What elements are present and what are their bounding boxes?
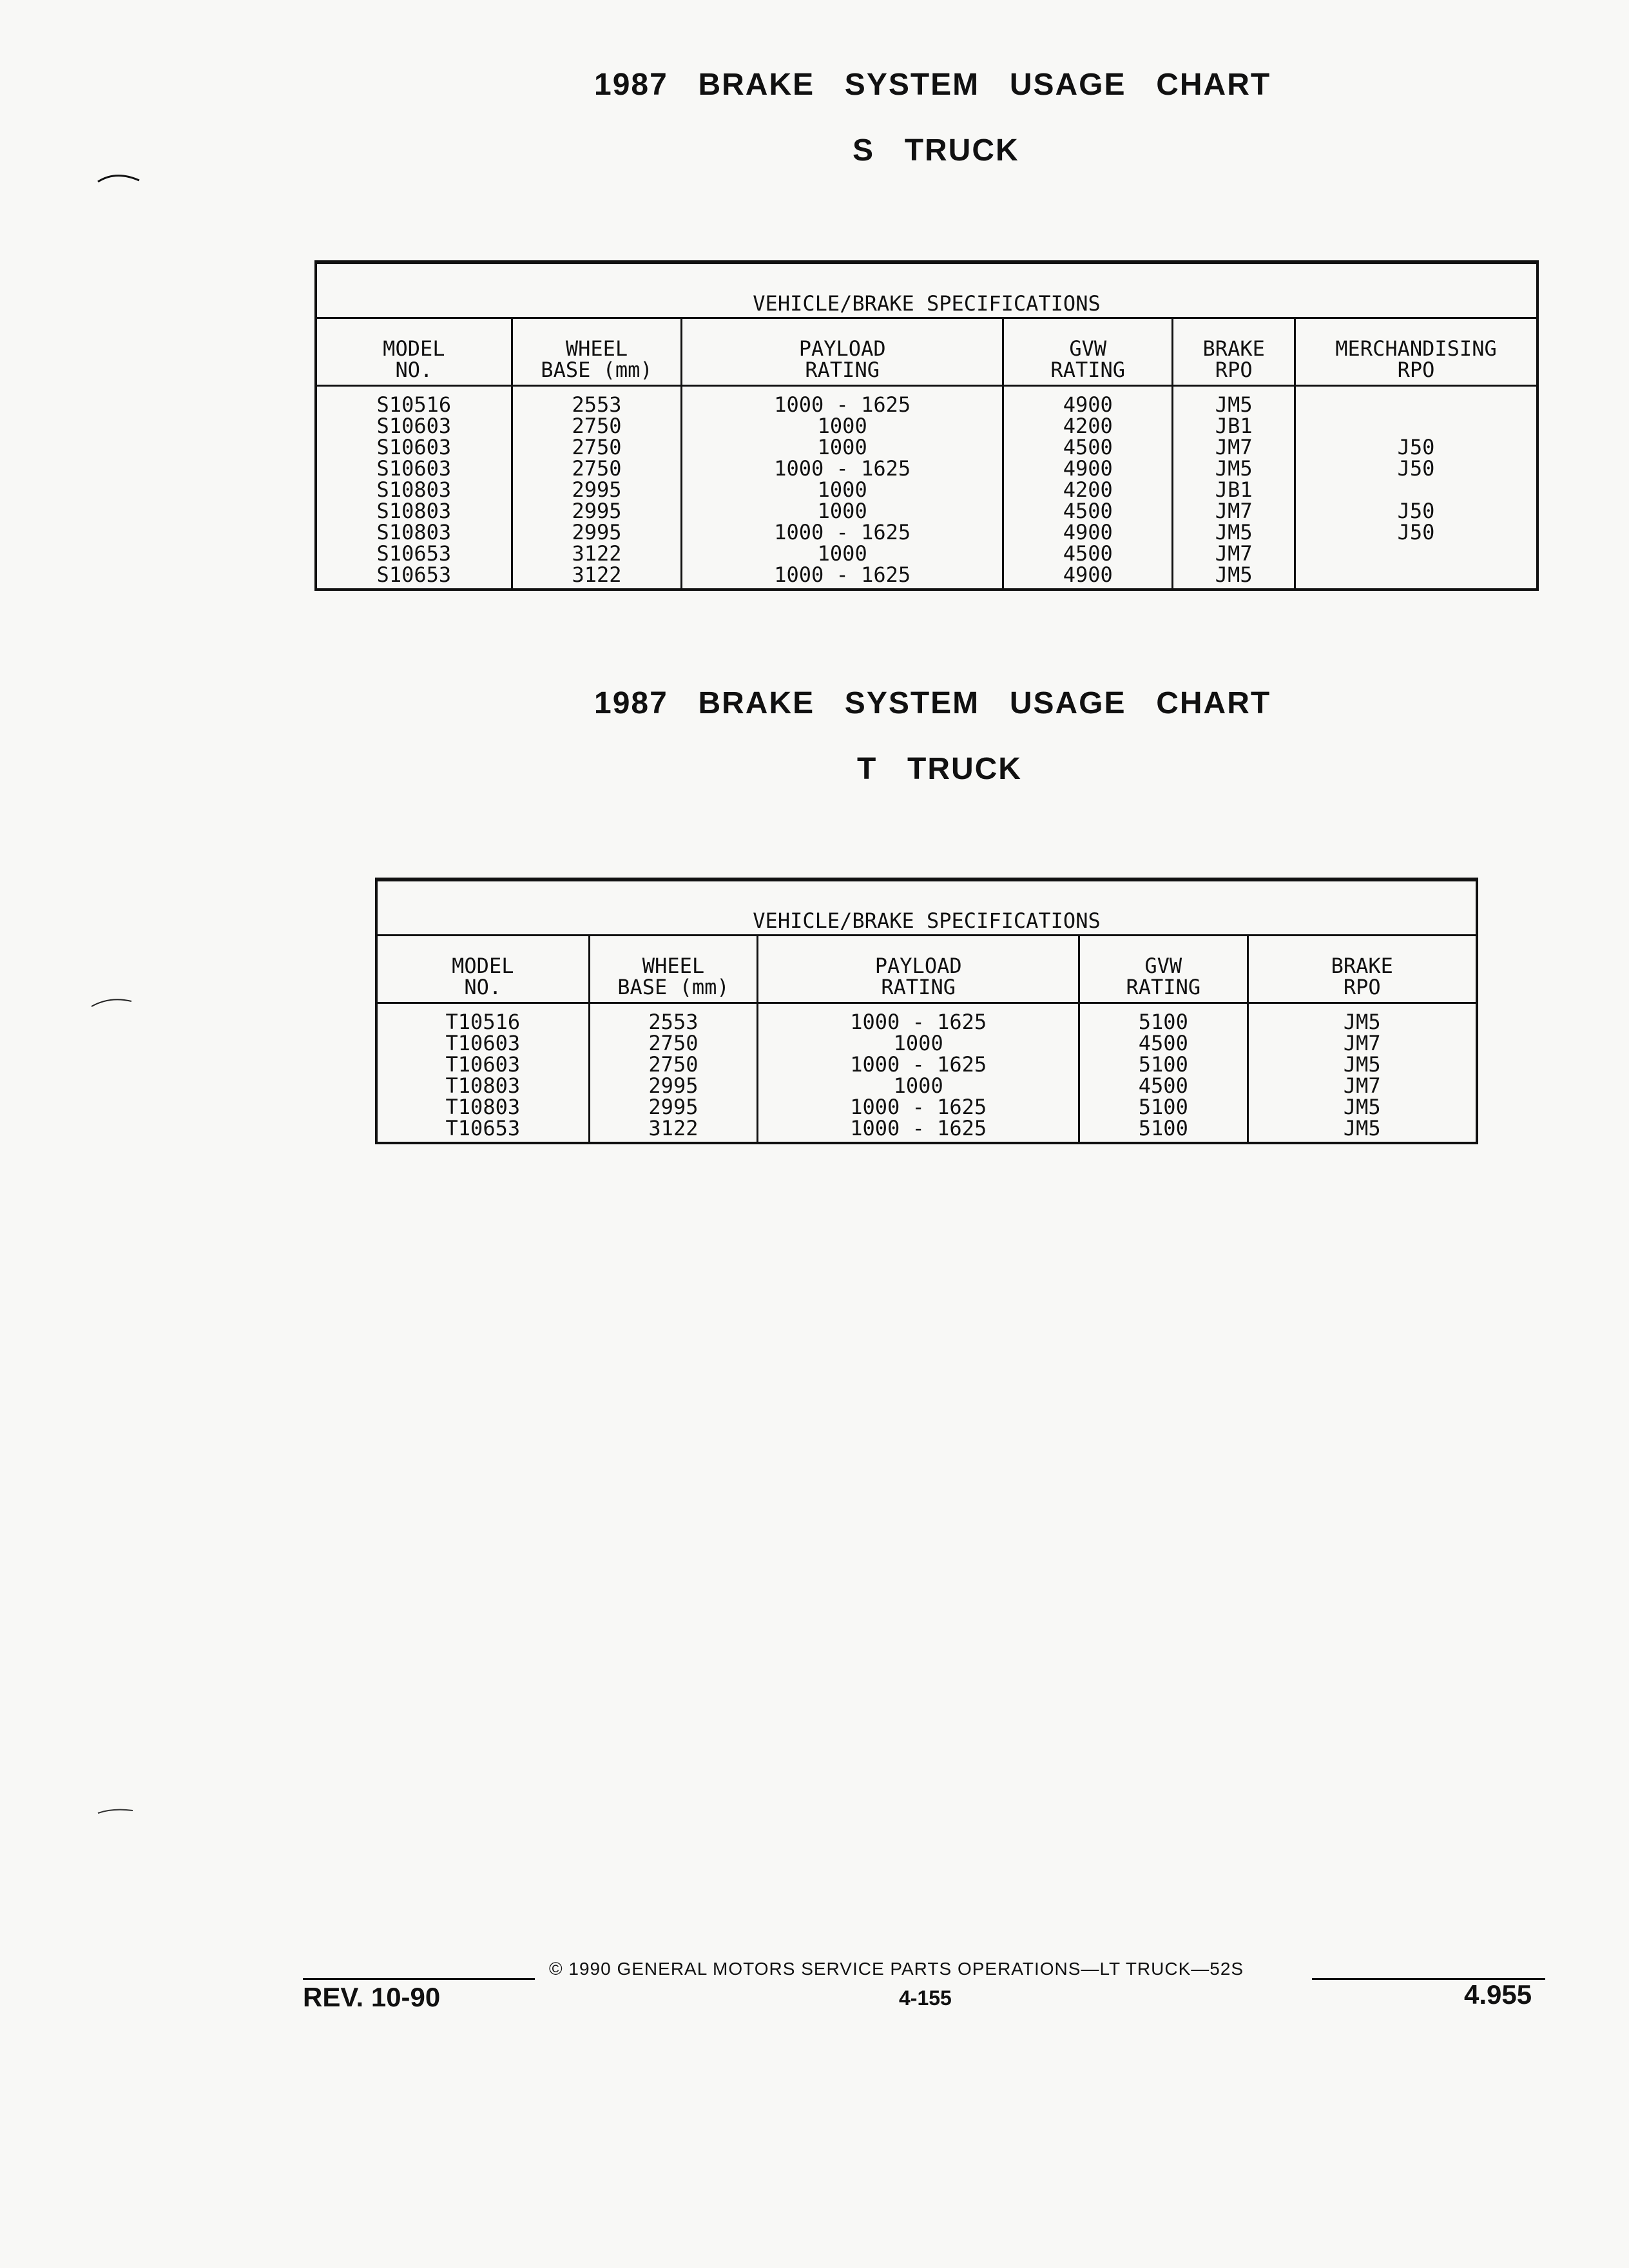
table-cell — [1296, 479, 1536, 501]
table-cell: JM5 — [1343, 1010, 1381, 1034]
t-table-body — [376, 1003, 1477, 1144]
table-cell: J50 — [1397, 499, 1435, 523]
s-table-header-row — [316, 318, 1537, 386]
table-cell: 2995 — [572, 477, 622, 502]
s-table-body — [316, 386, 1537, 590]
table-cell — [1296, 394, 1536, 416]
table-cell: S10603 — [376, 414, 452, 438]
table-cell: 2750 — [648, 1052, 699, 1077]
t-header-wheelbase: WHEEL BASE (mm) — [589, 936, 758, 1003]
s-header-model: MODEL NO. — [316, 318, 512, 386]
s-col-model — [316, 386, 512, 590]
table-cell: 1000 - 1625 — [774, 520, 911, 544]
t-header-gvw: GVW RATING — [1079, 936, 1248, 1003]
table-cell: J50 — [1397, 456, 1435, 481]
t-col-wheelbase — [589, 1003, 758, 1144]
table-cell: 1000 — [893, 1031, 943, 1055]
table-cell: JM5 — [1215, 520, 1253, 544]
s-header-payload: PAYLOAD RATING — [682, 318, 1003, 386]
table-cell: 5100 — [1138, 1095, 1188, 1119]
table-cell: J50 — [1397, 435, 1435, 459]
table-cell: 4500 — [1063, 435, 1113, 459]
table-cell: 4500 — [1138, 1031, 1188, 1055]
table-cell: 5100 — [1138, 1116, 1188, 1140]
table-cell: 4900 — [1063, 392, 1113, 417]
table-cell: S10653 — [376, 541, 452, 566]
s-col-payload — [682, 386, 1003, 590]
table-cell: JM5 — [1343, 1095, 1381, 1119]
table-cell — [1296, 416, 1536, 437]
table-cell: S10603 — [376, 456, 452, 481]
t-chart-subtitle: T TRUCK — [857, 752, 1022, 786]
t-col-model — [376, 1003, 589, 1144]
table-cell: 2553 — [648, 1010, 699, 1034]
table-cell: 2750 — [572, 456, 622, 481]
table-cell: 2995 — [648, 1073, 699, 1098]
table-cell: T10653 — [445, 1116, 521, 1140]
table-cell: 1000 — [893, 1073, 943, 1098]
s-col-merchandising-rpo — [1295, 386, 1538, 590]
table-cell: 3122 — [572, 562, 622, 587]
table-cell: 1000 — [817, 435, 867, 459]
table-cell: 1000 - 1625 — [774, 456, 911, 481]
s-chart-subtitle: S TRUCK — [853, 133, 1019, 168]
t-truck-spec-table — [375, 878, 1478, 1144]
t-col-brake-rpo — [1248, 1003, 1477, 1144]
table-cell: JM7 — [1215, 435, 1253, 459]
table-cell: 4500 — [1063, 499, 1113, 523]
s-table-caption: VEHICLE/BRAKE SPECIFICATIONS — [316, 262, 1537, 318]
s-header-brake-rpo: BRAKE RPO — [1173, 318, 1295, 386]
table-cell: JM5 — [1343, 1052, 1381, 1077]
s-col-gvw — [1003, 386, 1173, 590]
t-table-caption: VEHICLE/BRAKE SPECIFICATIONS — [376, 879, 1477, 936]
t-col-payload — [758, 1003, 1079, 1144]
t-header-model: MODEL NO. — [376, 936, 589, 1003]
table-cell: JM7 — [1215, 499, 1253, 523]
s-header-gvw: GVW RATING — [1003, 318, 1173, 386]
table-cell: 1000 - 1625 — [774, 392, 911, 417]
table-cell: S10603 — [376, 435, 452, 459]
table-cell: S10803 — [376, 499, 452, 523]
table-cell: 4500 — [1063, 541, 1113, 566]
table-cell: 1000 - 1625 — [850, 1116, 987, 1140]
footer-revision: REV. 10-90 — [303, 1982, 441, 2012]
table-cell: 4200 — [1063, 477, 1113, 502]
footer-section-number: 4.955 — [1464, 1979, 1532, 2010]
table-cell: 4900 — [1063, 520, 1113, 544]
table-cell: 4500 — [1138, 1073, 1188, 1098]
table-cell: 2750 — [572, 414, 622, 438]
table-cell: 1000 - 1625 — [850, 1010, 987, 1034]
table-cell: 3122 — [572, 541, 622, 566]
table-cell: S10803 — [376, 520, 452, 544]
table-cell: JM5 — [1215, 562, 1253, 587]
table-cell: JB1 — [1215, 414, 1253, 438]
table-cell: T10516 — [445, 1010, 521, 1034]
table-cell: JM7 — [1215, 541, 1253, 566]
footer-page-ref: 4-155 — [899, 1986, 952, 2010]
table-cell: JM5 — [1215, 456, 1253, 481]
s-truck-spec-table — [314, 260, 1539, 591]
footer-rule-left — [303, 1978, 535, 1980]
table-cell: 3122 — [648, 1116, 699, 1140]
t-chart-title: 1987 BRAKE SYSTEM USAGE CHART — [594, 686, 1271, 720]
table-cell: T10803 — [445, 1073, 521, 1098]
s-header-wheelbase: WHEEL BASE (mm) — [512, 318, 682, 386]
t-header-payload: PAYLOAD RATING — [758, 936, 1079, 1003]
table-cell: 4200 — [1063, 414, 1113, 438]
table-cell: 1000 — [817, 414, 867, 438]
table-cell: 5100 — [1138, 1010, 1188, 1034]
s-col-wheelbase — [512, 386, 682, 590]
t-table-header-row — [376, 936, 1477, 1003]
s-header-merchandising-rpo: MERCHANDISING RPO — [1295, 318, 1538, 386]
t-col-gvw — [1079, 1003, 1248, 1144]
table-cell: JM7 — [1343, 1031, 1381, 1055]
table-cell — [1296, 543, 1536, 564]
table-cell: JM5 — [1343, 1116, 1381, 1140]
t-header-brake-rpo: BRAKE RPO — [1248, 936, 1477, 1003]
table-cell: 2553 — [572, 392, 622, 417]
table-cell: 2995 — [572, 499, 622, 523]
table-cell: 2750 — [572, 435, 622, 459]
table-cell: 4900 — [1063, 562, 1113, 587]
table-cell — [1296, 564, 1536, 586]
table-cell: 1000 — [817, 541, 867, 566]
table-cell: 1000 — [817, 499, 867, 523]
table-cell: T10603 — [445, 1052, 521, 1077]
table-cell: 1000 — [817, 477, 867, 502]
table-cell: 2750 — [648, 1031, 699, 1055]
table-cell: S10803 — [376, 477, 452, 502]
table-cell: 5100 — [1138, 1052, 1188, 1077]
table-cell: J50 — [1397, 520, 1435, 544]
scan-mark-top — [97, 168, 142, 187]
table-cell: S10516 — [376, 392, 452, 417]
table-cell: 4900 — [1063, 456, 1113, 481]
s-chart-title: 1987 BRAKE SYSTEM USAGE CHART — [594, 68, 1271, 102]
table-cell: S10653 — [376, 562, 452, 587]
footer-copyright: © 1990 GENERAL MOTORS SERVICE PARTS OPERATIONS—LT TRUCK—52S — [549, 1959, 1244, 1979]
table-cell: 1000 - 1625 — [850, 1095, 987, 1119]
table-cell: T10603 — [445, 1031, 521, 1055]
table-cell: 2995 — [572, 520, 622, 544]
table-cell: JM7 — [1343, 1073, 1381, 1098]
table-cell: 2995 — [648, 1095, 699, 1119]
table-cell: 1000 - 1625 — [850, 1052, 987, 1077]
table-cell: T10803 — [445, 1095, 521, 1119]
scan-mark-lower — [97, 1804, 135, 1817]
s-col-brake-rpo — [1173, 386, 1295, 590]
table-cell: 1000 - 1625 — [774, 562, 911, 587]
table-cell: JM5 — [1215, 392, 1253, 417]
table-cell: JB1 — [1215, 477, 1253, 502]
scan-mark-middle — [90, 992, 135, 1012]
